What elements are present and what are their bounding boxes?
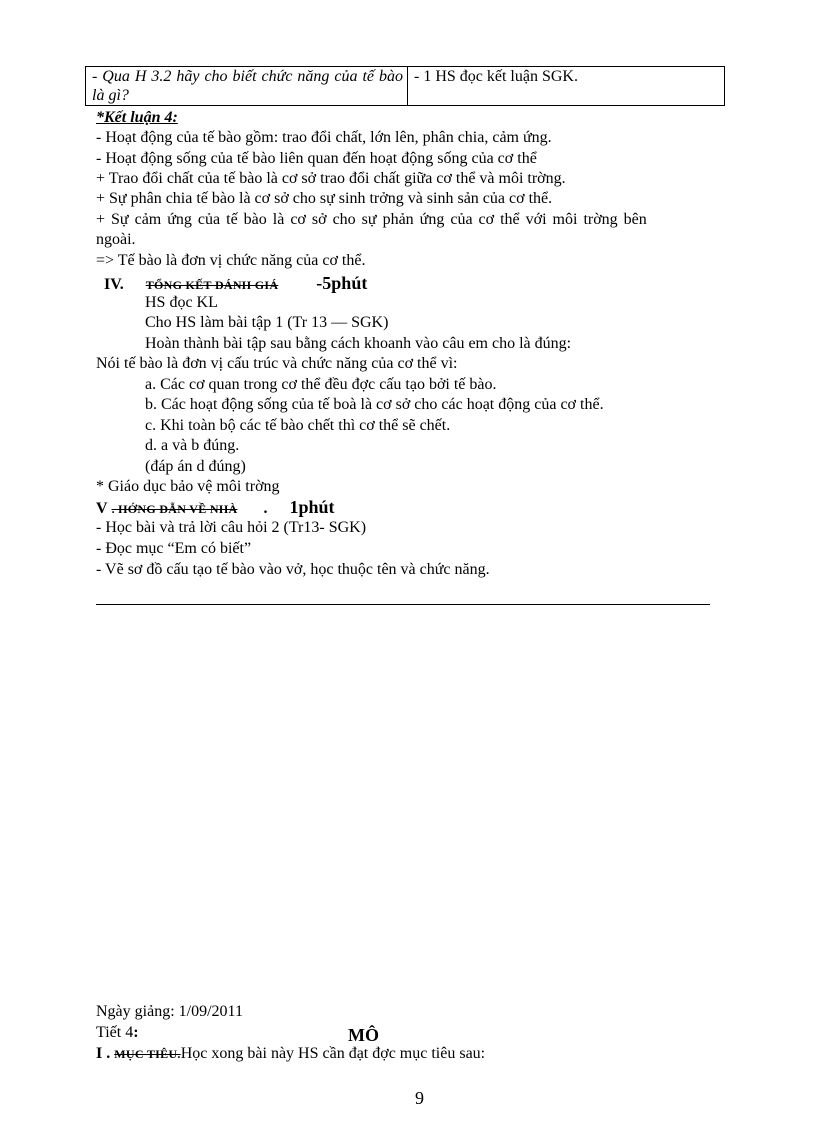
question-answer-table: [85, 66, 725, 106]
section-5-title: . HỚNG DẪN VỀ NHÀ: [111, 502, 238, 516]
conclusion-line: - Hoạt động của tế bào gồm: trao đổi chất, lớn lên, phân chia, cảm ứng.: [96, 129, 552, 146]
conclusion-line: - Hoạt động sống của tế bào liên quan đến hoạt động sống của cơ thể: [96, 150, 537, 167]
homework-line: - Đọc mục “Em có biết”: [96, 540, 252, 557]
exercise-question: Nói tế bào là đơn vị cấu trúc và chức năng của cơ thể vì:: [96, 355, 458, 372]
page-number: 9: [415, 1088, 424, 1108]
section-5-duration: 1phút: [289, 497, 335, 517]
exercise-option: d. a và b đúng.: [145, 437, 240, 454]
table-right-cell: - 1 HS đọc kết luận SGK.: [414, 68, 578, 85]
lesson-colon: :: [133, 1024, 139, 1041]
section-5-number: V: [96, 500, 108, 517]
lesson-label: Tiết 4: [96, 1024, 134, 1041]
homework-line: - Học bài và trả lời câu hỏi 2 (Tr13- SGK): [96, 519, 367, 536]
section-divider: [96, 604, 710, 605]
objective-heading: [96, 1044, 485, 1064]
exercise-option: b. Các hoạt động sống của tế boà là cơ sở cho các hoạt động của cơ thể.: [145, 396, 604, 413]
lesson-label-line: [96, 1023, 139, 1043]
section-4-line: HS đọc KL: [145, 294, 218, 311]
lesson-date: Ngày giảng: 1/09/2011: [96, 1003, 243, 1020]
objective-number: I .: [96, 1045, 111, 1062]
section-5-heading: [96, 497, 334, 519]
section-4-line: Hoàn thành bài tập sau bằng cách khoanh vào câu em cho là đúng:: [145, 335, 572, 352]
conclusion-line: + Sự phân chia tế bào là cơ sở cho sự sinh trởng và sinh sản của cơ thể.: [96, 190, 553, 207]
conclusion-line: + Trao đổi chất của tế bào là cơ sở trao đổi chất giữa cơ thể và môi trờng.: [96, 170, 566, 187]
section-5-dot: .: [263, 500, 268, 517]
section-4-duration: -5phút: [316, 273, 368, 293]
section-4-title: TỔNG KẾT ĐÁNH GIÁ: [145, 278, 279, 292]
exercise-answer: (đáp án d đúng): [145, 458, 246, 475]
conclusion-line: => Tế bào là đơn vị chức năng của cơ thể.: [96, 252, 366, 269]
objective-title: MỤC TIÊU.: [114, 1047, 181, 1061]
environment-note: * Giáo dục bảo vệ môi trờng: [96, 478, 280, 495]
lesson-title: MÔ: [348, 1025, 379, 1045]
conclusion-line: ngoài.: [96, 231, 136, 248]
table-left-cell: - Qua H 3.2 hãy cho biết chức năng của tế bào là gì?: [86, 67, 408, 105]
exercise-option: a. Các cơ quan trong cơ thể đều đợc cấu tạo bởi tế bào.: [145, 376, 497, 393]
section-4-line: Cho HS làm bài tập 1 (Tr 13 — SGK): [145, 314, 389, 331]
objective-text: Học xong bài này HS cần đạt đợc mục tiêu sau:: [180, 1045, 486, 1062]
homework-line: - Vẽ sơ đồ cấu tạo tế bào vào vở, học thuộc tên và chức năng.: [96, 561, 490, 578]
section-4-heading: [104, 273, 367, 295]
conclusion-line: + Sự cảm ứng của tế bào là cơ sở cho sự phản ứng của cơ thể với môi trờng bên: [96, 211, 647, 228]
section-4-number: IV.: [104, 276, 124, 293]
exercise-option: c. Khi toàn bộ các tế bào chết thì cơ thể sẽ chết.: [145, 417, 451, 434]
conclusion-heading: *Kết luận 4:: [96, 109, 178, 126]
